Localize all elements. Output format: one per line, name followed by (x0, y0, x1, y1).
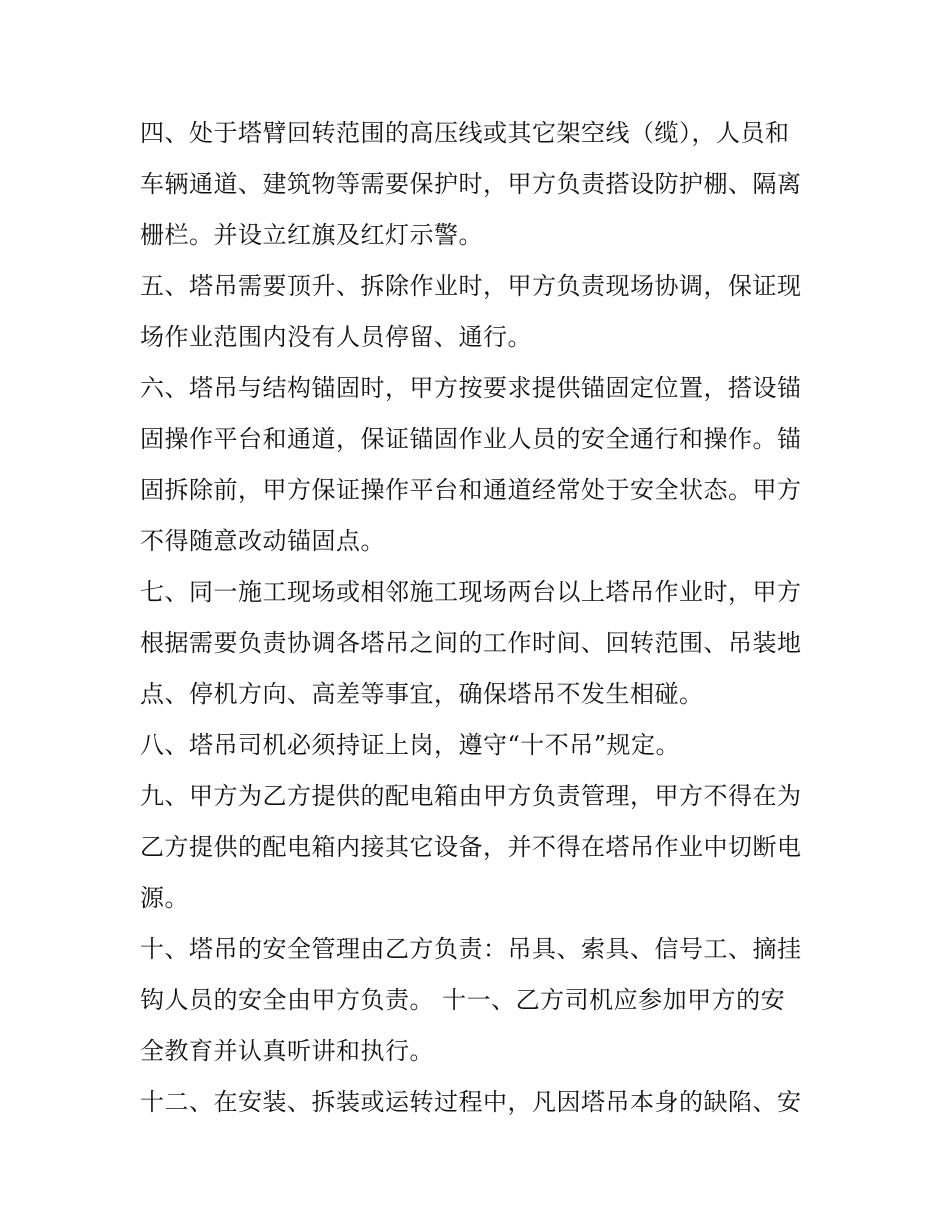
text-line: 六、塔吊与结构锚固时，甲方按要求提供锚固定位置，搭设锚 (140, 374, 802, 402)
text-line: 八、塔吊司机必须持证上岗，遵守“十不吊”规定。 (140, 731, 681, 759)
text-line: 根据需要负责协调各塔吊之间的工作时间、回转范围、吊装地 (140, 629, 802, 657)
text-line: 全教育并认真听讲和执行。 (140, 1037, 434, 1065)
text-line: 车辆通道、建筑物等需要保护时，甲方负责搭设防护棚、隔离 (140, 170, 802, 198)
text-line: 点、停机方向、高差等事宜，确保塔吊不发生相碰。 (140, 680, 704, 708)
text-line: 源。 (140, 884, 189, 912)
text-line: 栅栏。并设立红旗及红灯示警。 (140, 221, 483, 249)
text-line: 五、塔吊需要顶升、拆除作业时，甲方负责现场协调，保证现 (140, 272, 802, 300)
text-line: 九、甲方为乙方提供的配电箱由甲方负责管理，甲方不得在为 (140, 782, 802, 810)
text-line: 七、同一施工现场或相邻施工现场两台以上塔吊作业时，甲方 (140, 578, 802, 606)
text-line: 乙方提供的配电箱内接其它设备，并不得在塔吊作业中切断电 (140, 833, 802, 861)
text-line: 十二、在安装、拆装或运转过程中，凡因塔吊本身的缺陷、安 (140, 1088, 802, 1116)
text-line: 四、处于塔臂回转范围的高压线或其它架空线（缆），人员和 (140, 119, 790, 147)
text-line: 不得随意改动锚固点。 (140, 527, 385, 555)
text-line: 钩人员的安全由甲方负责。 十一、乙方司机应参加甲方的安 (140, 986, 786, 1014)
document-body (140, 108, 820, 1128)
text-line: 十、塔吊的安全管理由乙方负责：吊具、索具、信号工、摘挂 (140, 935, 802, 963)
text-line: 场作业范围内没有人员停留、通行。 (140, 323, 532, 351)
text-line: 固拆除前，甲方保证操作平台和通道经常处于安全状态。甲方 (140, 476, 802, 504)
text-line: 固操作平台和通道，保证锚固作业人员的安全通行和操作。锚 (140, 425, 802, 453)
